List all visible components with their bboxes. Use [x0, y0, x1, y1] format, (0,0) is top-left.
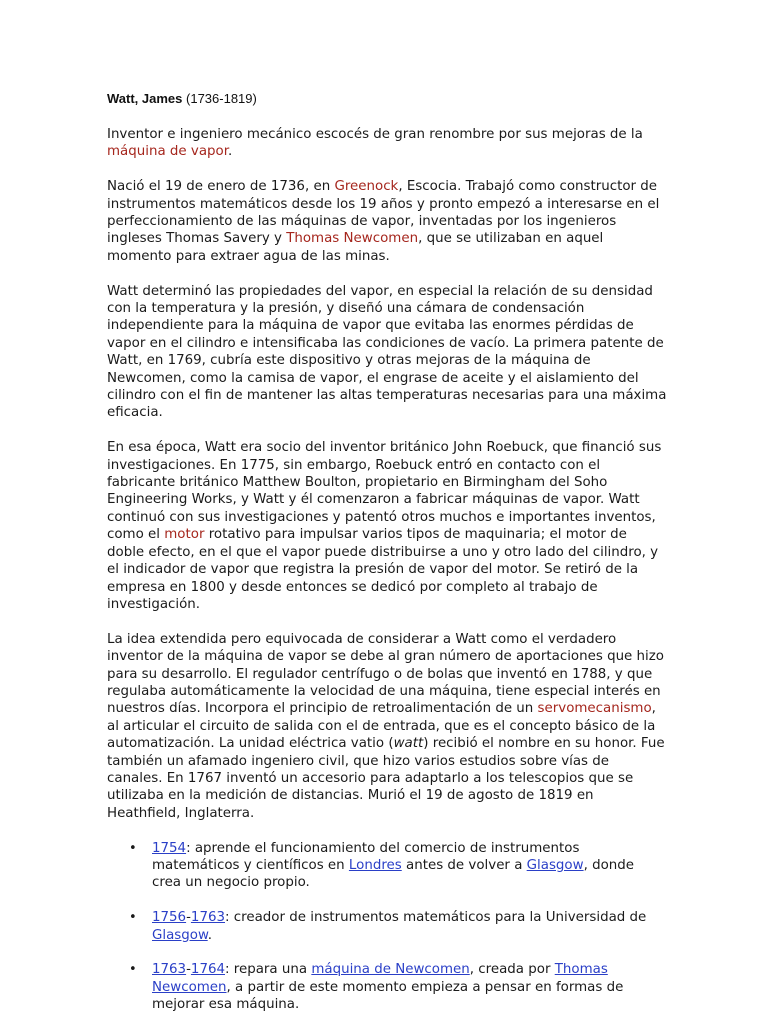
- item2-dash: -: [186, 910, 191, 926]
- p1-text-c: , que se utilizaban en aquel momento para extraer agua de las minas.: [107, 231, 604, 264]
- timeline-list: [107, 840, 667, 1014]
- link-year-1763[interactable]: 1763: [152, 962, 187, 978]
- link-londres[interactable]: Londres: [348, 857, 402, 873]
- paragraph-steam-properties: Watt determinó las propiedades del vapor, en especial la relación de su densidad con la temperatura y la presión, y diseñó una cámara de condensación independiente para la máquina de vapor que evitaba las enormes pérdidas de vapor en el cilindro e intensificaba las condiciones de vacío. La primera patente de Watt, en 1769, cubría este dispositivo y otras mejoras de la máquina de Newcomen, como la camisa de vapor, el engrase de aceite y el aislamiento del cilindro con el fin de mantener las altas temperaturas necesarias para una máxima eficacia.: [107, 283, 667, 421]
- intro-text: Inventor e ingeniero mecánico escocés de gran renombre por sus mejoras de la: [107, 127, 643, 142]
- link-year-1754[interactable]: 1754: [152, 840, 187, 856]
- list-item: [107, 840, 667, 892]
- link-thomas-newcomen[interactable]: Thomas Newcomen: [152, 962, 608, 995]
- link-maquina-de-newcomen[interactable]: máquina de Newcomen: [311, 962, 470, 978]
- intro-paragraph: [107, 126, 667, 161]
- p3-text-a: En esa época, Watt era socio del inventor británico John Roebuck, que financió sus investigaciones. En 1775, sin embargo, Roebuck entró en contacto con el fabricante británico Matthew Boulton, propietario en Birmingham del Soho Engineering Works, y Watt y él comenzaron a fabricar máquinas de vapor. Watt continuó con sus investigaciones y patentó otros muchos e importantes inventos, como el: [107, 440, 662, 543]
- item3-text-b: , creada por: [469, 962, 555, 978]
- p4-text-a: La idea extendida pero equivocada de considerar a Watt como el verdadero inventor de la máquina de vapor se debe al gran número de aportaciones que hizo para su desarrollo. El regulador centrífugo o de bolas que inventó en 1788, y que regulaba automáticamente la velocidad de una máquina, tiene especial interés en nuestros días. Incorpora el principio de retroalimentación de un: [107, 631, 664, 717]
- link-year-1764[interactable]: 1764: [190, 962, 225, 978]
- item3-text-a: : repara una: [225, 962, 312, 978]
- list-item: [107, 909, 667, 944]
- link-year-1763[interactable]: 1763: [190, 910, 225, 926]
- link-thomas-newcomen[interactable]: Thomas Newcomen: [286, 231, 419, 247]
- item1-text-b: antes de volver a: [401, 857, 527, 873]
- link-motor[interactable]: motor: [164, 527, 205, 543]
- p4-text-c: ) recibió el nombre en su honor. Fue también un afamado ingeniero civil, que hizo varios estudios sobre vías de canales. En 1767 inventó un accesorio para adaptarlo a los telescopios que se utilizaba en la medición de distancias. Murió el 19 de agosto de 1819 en Heathfield, Inglaterra.: [107, 736, 665, 821]
- p4-text-b: , al articular el circuito de salida con el de entrada, que es el concepto básico de la automatización. La unidad eléctrica vatio (: [107, 701, 656, 752]
- item1-text-a: : aprende el funcionamiento del comercio de instrumentos matemáticos y científicos en: [152, 840, 580, 873]
- paragraph-legacy: [107, 631, 667, 822]
- life-dates: (1736-1819): [186, 91, 257, 106]
- bullet-icon: •: [129, 962, 137, 978]
- item3-text-c: , a partir de este momento empieza a pensar en formas de mejorar esa máquina.: [152, 979, 624, 1013]
- person-name: Watt, James: [107, 91, 183, 106]
- p1-text-a: Nació el 19 de enero de 1736, en: [107, 179, 335, 195]
- link-maquina-de-vapor[interactable]: máquina de vapor: [107, 144, 228, 160]
- p4-italic-watt: watt: [393, 736, 424, 752]
- p3-text-b: rotativo para impulsar varios tipos de maquinaria; el motor de doble efecto, en el que el vapor puede distribuirse a uno y otro lado del cilindro, y el indicador de vapor que registra la presión de vapor del motor. Se retiró de la empresa en 1800 y desde entonces se dedicó por completo al trabajo de investigación.: [107, 527, 659, 612]
- document-heading: [107, 90, 257, 107]
- paragraph-birth: [107, 178, 667, 265]
- bullet-icon: •: [129, 840, 137, 856]
- link-glasgow[interactable]: Glasgow: [152, 927, 208, 943]
- intro-end: .: [228, 144, 233, 160]
- item2-text-b: .: [207, 927, 212, 943]
- p1-text-b: , Escocia. Trabajó como constructor de instrumentos matemáticos desde los 19 años y pronto empezó a interesarse en el perfeccionamiento de las máquinas de vapor, inventadas por los ingenieros ingleses Thomas Savery y: [107, 179, 660, 247]
- item1-text-c: , donde crea un negocio propio.: [152, 857, 635, 891]
- list-item: [107, 961, 667, 1013]
- link-year-1756[interactable]: 1756: [152, 910, 187, 926]
- link-glasgow[interactable]: Glasgow: [526, 857, 584, 873]
- bullet-icon: •: [129, 910, 137, 926]
- article-body: [107, 126, 667, 1031]
- item3-dash: -: [186, 962, 191, 978]
- link-greenock[interactable]: Greenock: [334, 179, 399, 195]
- paragraph-roebuck: [107, 439, 667, 613]
- link-servomecanismo[interactable]: servomecanismo: [537, 701, 652, 717]
- item2-text-a: : creador de instrumentos matemáticos para la Universidad de: [225, 910, 647, 926]
